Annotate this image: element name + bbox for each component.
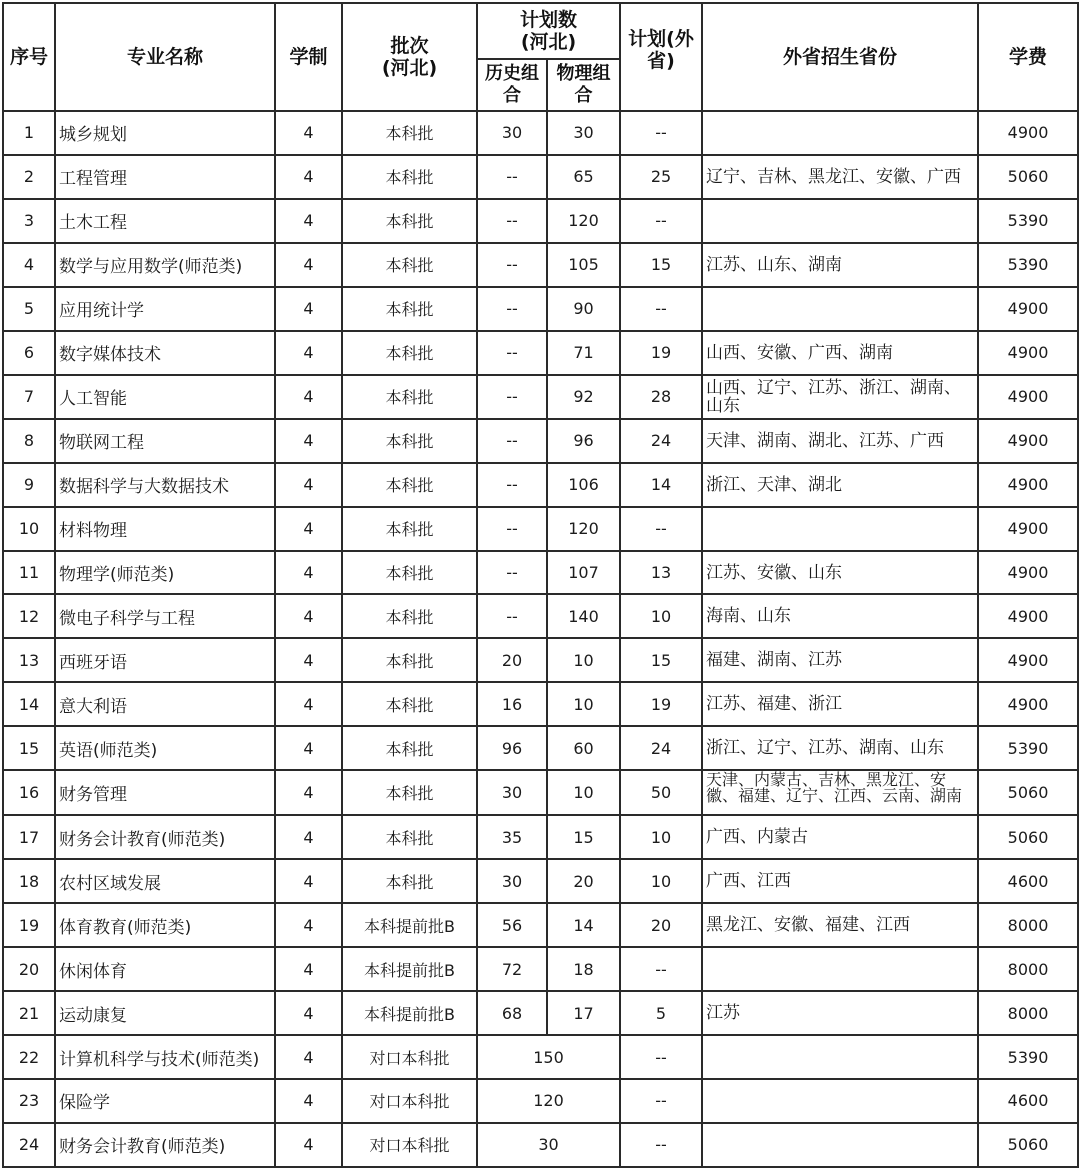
cell-plan-out: -- bbox=[620, 111, 702, 155]
cell-fee: 4900 bbox=[978, 419, 1078, 463]
cell-batch: 本科批 bbox=[342, 155, 477, 199]
table-row bbox=[3, 815, 1078, 859]
cell-batch: 本科批 bbox=[342, 859, 477, 903]
cell-plan-out: 19 bbox=[620, 331, 702, 375]
cell-fee: 4900 bbox=[978, 463, 1078, 507]
cell-plan-out: -- bbox=[620, 1035, 702, 1079]
cell-plan-out: 19 bbox=[620, 682, 702, 726]
cell-plan-out: 13 bbox=[620, 551, 702, 595]
cell-plan-out: 5 bbox=[620, 991, 702, 1035]
cell-physics: 120 bbox=[547, 199, 620, 243]
cell-major: 应用统计学 bbox=[55, 287, 275, 331]
cell-fee: 4600 bbox=[978, 859, 1078, 903]
cell-history: 35 bbox=[477, 815, 547, 859]
cell-provinces: 广西、江西 bbox=[702, 859, 978, 903]
cell-history: -- bbox=[477, 507, 547, 551]
cell-physics: 120 bbox=[547, 507, 620, 551]
cell-fee: 4900 bbox=[978, 375, 1078, 419]
cell-batch: 本科批 bbox=[342, 770, 477, 815]
table-row bbox=[3, 507, 1078, 551]
header-no: 序号 bbox=[3, 3, 55, 111]
cell-plan-out: -- bbox=[620, 287, 702, 331]
cell-years: 4 bbox=[275, 419, 342, 463]
cell-plan-out: 28 bbox=[620, 375, 702, 419]
table-row bbox=[3, 419, 1078, 463]
header-fee: 学费 bbox=[978, 3, 1078, 111]
table-row bbox=[3, 243, 1078, 287]
cell-major: 微电子科学与工程 bbox=[55, 594, 275, 638]
cell-provinces: 广西、内蒙古 bbox=[702, 815, 978, 859]
cell-no: 17 bbox=[3, 815, 55, 859]
cell-batch: 本科批 bbox=[342, 594, 477, 638]
cell-years: 4 bbox=[275, 594, 342, 638]
cell-no: 23 bbox=[3, 1079, 55, 1123]
cell-plan-hebei: 120 bbox=[477, 1079, 620, 1123]
cell-no: 22 bbox=[3, 1035, 55, 1079]
cell-provinces bbox=[702, 199, 978, 243]
cell-years: 4 bbox=[275, 638, 342, 682]
cell-provinces bbox=[702, 287, 978, 331]
cell-provinces: 江苏、山东、湖南 bbox=[702, 243, 978, 287]
cell-history: 30 bbox=[477, 859, 547, 903]
cell-years: 4 bbox=[275, 991, 342, 1035]
cell-batch: 本科批 bbox=[342, 243, 477, 287]
cell-fee: 4900 bbox=[978, 287, 1078, 331]
cell-years: 4 bbox=[275, 243, 342, 287]
table-row bbox=[3, 991, 1078, 1035]
cell-years: 4 bbox=[275, 947, 342, 991]
table-row bbox=[3, 903, 1078, 947]
cell-physics: 96 bbox=[547, 419, 620, 463]
cell-batch: 本科批 bbox=[342, 331, 477, 375]
header-provinces: 外省招生省份 bbox=[702, 3, 978, 111]
cell-history: 72 bbox=[477, 947, 547, 991]
header-history: 历史组 合 bbox=[477, 59, 547, 111]
cell-plan-out: 20 bbox=[620, 903, 702, 947]
cell-batch: 对口本科批 bbox=[342, 1079, 477, 1123]
cell-major: 工程管理 bbox=[55, 155, 275, 199]
cell-major: 数字媒体技术 bbox=[55, 331, 275, 375]
cell-years: 4 bbox=[275, 199, 342, 243]
cell-years: 4 bbox=[275, 815, 342, 859]
cell-fee: 8000 bbox=[978, 903, 1078, 947]
cell-plan-out: 15 bbox=[620, 243, 702, 287]
cell-plan-out: -- bbox=[620, 199, 702, 243]
cell-plan-out: -- bbox=[620, 507, 702, 551]
cell-history: -- bbox=[477, 199, 547, 243]
cell-no: 11 bbox=[3, 551, 55, 595]
cell-major: 土木工程 bbox=[55, 199, 275, 243]
cell-batch: 本科批 bbox=[342, 551, 477, 595]
cell-batch: 本科批 bbox=[342, 726, 477, 770]
cell-years: 4 bbox=[275, 726, 342, 770]
cell-provinces: 山西、辽宁、江苏、浙江、湖南、山东 bbox=[702, 375, 978, 419]
cell-no: 9 bbox=[3, 463, 55, 507]
table-row bbox=[3, 155, 1078, 199]
table-row bbox=[3, 551, 1078, 595]
cell-physics: 17 bbox=[547, 991, 620, 1035]
cell-fee: 4600 bbox=[978, 1079, 1078, 1123]
cell-physics: 90 bbox=[547, 287, 620, 331]
cell-major: 保险学 bbox=[55, 1079, 275, 1123]
cell-no: 14 bbox=[3, 682, 55, 726]
cell-provinces: 黑龙江、安徽、福建、江西 bbox=[702, 903, 978, 947]
cell-plan-out: 14 bbox=[620, 463, 702, 507]
cell-fee: 8000 bbox=[978, 947, 1078, 991]
cell-major: 数据科学与大数据技术 bbox=[55, 463, 275, 507]
cell-physics: 10 bbox=[547, 682, 620, 726]
table-row bbox=[3, 770, 1078, 815]
cell-provinces bbox=[702, 947, 978, 991]
cell-no: 19 bbox=[3, 903, 55, 947]
cell-physics: 15 bbox=[547, 815, 620, 859]
table-row bbox=[3, 1123, 1078, 1167]
cell-physics: 10 bbox=[547, 638, 620, 682]
cell-provinces bbox=[702, 111, 978, 155]
cell-history: -- bbox=[477, 551, 547, 595]
cell-years: 4 bbox=[275, 463, 342, 507]
cell-history: -- bbox=[477, 594, 547, 638]
table-row bbox=[3, 375, 1078, 419]
table-row bbox=[3, 1035, 1078, 1079]
cell-physics: 65 bbox=[547, 155, 620, 199]
cell-fee: 4900 bbox=[978, 638, 1078, 682]
cell-history: -- bbox=[477, 331, 547, 375]
cell-provinces: 福建、湖南、江苏 bbox=[702, 638, 978, 682]
header-batch: 批次 (河北) bbox=[342, 3, 477, 111]
cell-batch: 本科批 bbox=[342, 419, 477, 463]
cell-batch: 本科批 bbox=[342, 815, 477, 859]
header-major: 专业名称 bbox=[55, 3, 275, 111]
cell-major: 城乡规划 bbox=[55, 111, 275, 155]
table-body bbox=[3, 111, 1078, 1167]
table-row bbox=[3, 947, 1078, 991]
cell-provinces: 辽宁、吉林、黑龙江、安徽、广西 bbox=[702, 155, 978, 199]
table-row bbox=[3, 287, 1078, 331]
cell-no: 20 bbox=[3, 947, 55, 991]
cell-no: 13 bbox=[3, 638, 55, 682]
cell-years: 4 bbox=[275, 903, 342, 947]
cell-fee: 5060 bbox=[978, 155, 1078, 199]
cell-plan-out: 10 bbox=[620, 859, 702, 903]
cell-fee: 5390 bbox=[978, 1035, 1078, 1079]
cell-major: 休闲体育 bbox=[55, 947, 275, 991]
cell-batch: 本科批 bbox=[342, 638, 477, 682]
cell-major: 财务管理 bbox=[55, 770, 275, 815]
cell-plan-out: 24 bbox=[620, 419, 702, 463]
table-row bbox=[3, 199, 1078, 243]
cell-physics: 14 bbox=[547, 903, 620, 947]
cell-years: 4 bbox=[275, 1123, 342, 1167]
cell-years: 4 bbox=[275, 859, 342, 903]
cell-history: 96 bbox=[477, 726, 547, 770]
cell-years: 4 bbox=[275, 551, 342, 595]
table-row bbox=[3, 463, 1078, 507]
cell-batch: 本科批 bbox=[342, 682, 477, 726]
cell-years: 4 bbox=[275, 1035, 342, 1079]
cell-major: 物联网工程 bbox=[55, 419, 275, 463]
cell-fee: 4900 bbox=[978, 507, 1078, 551]
cell-fee: 4900 bbox=[978, 331, 1078, 375]
cell-plan-out: -- bbox=[620, 1079, 702, 1123]
cell-history: -- bbox=[477, 287, 547, 331]
cell-fee: 4900 bbox=[978, 111, 1078, 155]
cell-major: 意大利语 bbox=[55, 682, 275, 726]
enrollment-plan-table bbox=[2, 2, 1079, 1168]
cell-batch: 对口本科批 bbox=[342, 1123, 477, 1167]
cell-fee: 5390 bbox=[978, 243, 1078, 287]
cell-major: 西班牙语 bbox=[55, 638, 275, 682]
cell-no: 2 bbox=[3, 155, 55, 199]
table-row bbox=[3, 331, 1078, 375]
cell-fee: 5060 bbox=[978, 770, 1078, 815]
cell-physics: 107 bbox=[547, 551, 620, 595]
cell-plan-out: -- bbox=[620, 947, 702, 991]
cell-fee: 5060 bbox=[978, 1123, 1078, 1167]
cell-plan-out: 10 bbox=[620, 594, 702, 638]
cell-batch: 对口本科批 bbox=[342, 1035, 477, 1079]
header-physics: 物理组 合 bbox=[547, 59, 620, 111]
cell-batch: 本科批 bbox=[342, 375, 477, 419]
cell-history: 56 bbox=[477, 903, 547, 947]
cell-years: 4 bbox=[275, 375, 342, 419]
cell-physics: 105 bbox=[547, 243, 620, 287]
cell-batch: 本科批 bbox=[342, 463, 477, 507]
cell-fee: 5390 bbox=[978, 199, 1078, 243]
cell-major: 财务会计教育(师范类) bbox=[55, 815, 275, 859]
cell-major: 计算机科学与技术(师范类) bbox=[55, 1035, 275, 1079]
cell-physics: 106 bbox=[547, 463, 620, 507]
cell-major: 财务会计教育(师范类) bbox=[55, 1123, 275, 1167]
cell-history: -- bbox=[477, 375, 547, 419]
cell-plan-hebei: 150 bbox=[477, 1035, 620, 1079]
cell-provinces: 江苏、福建、浙江 bbox=[702, 682, 978, 726]
cell-years: 4 bbox=[275, 331, 342, 375]
table-row bbox=[3, 726, 1078, 770]
header-plan-hebei: 计划数 (河北) bbox=[477, 3, 620, 59]
cell-major: 农村区域发展 bbox=[55, 859, 275, 903]
cell-no: 8 bbox=[3, 419, 55, 463]
cell-batch: 本科批 bbox=[342, 111, 477, 155]
cell-plan-out: 24 bbox=[620, 726, 702, 770]
cell-provinces: 浙江、天津、湖北 bbox=[702, 463, 978, 507]
cell-provinces: 天津、湖南、湖北、江苏、广西 bbox=[702, 419, 978, 463]
cell-years: 4 bbox=[275, 507, 342, 551]
cell-physics: 60 bbox=[547, 726, 620, 770]
cell-batch: 本科批 bbox=[342, 199, 477, 243]
cell-no: 7 bbox=[3, 375, 55, 419]
cell-no: 1 bbox=[3, 111, 55, 155]
cell-physics: 10 bbox=[547, 770, 620, 815]
cell-physics: 30 bbox=[547, 111, 620, 155]
cell-no: 15 bbox=[3, 726, 55, 770]
cell-major: 英语(师范类) bbox=[55, 726, 275, 770]
cell-physics: 140 bbox=[547, 594, 620, 638]
cell-provinces: 天津、内蒙古、吉林、黑龙江、安徽、福建、辽宁、江西、云南、湖南 bbox=[702, 770, 978, 815]
cell-fee: 5060 bbox=[978, 815, 1078, 859]
cell-history: -- bbox=[477, 419, 547, 463]
cell-fee: 4900 bbox=[978, 682, 1078, 726]
cell-batch: 本科提前批B bbox=[342, 991, 477, 1035]
cell-plan-out: 50 bbox=[620, 770, 702, 815]
cell-physics: 71 bbox=[547, 331, 620, 375]
cell-provinces: 江苏 bbox=[702, 991, 978, 1035]
cell-years: 4 bbox=[275, 155, 342, 199]
cell-no: 21 bbox=[3, 991, 55, 1035]
cell-major: 体育教育(师范类) bbox=[55, 903, 275, 947]
cell-physics: 18 bbox=[547, 947, 620, 991]
cell-batch: 本科提前批B bbox=[342, 947, 477, 991]
cell-batch: 本科批 bbox=[342, 287, 477, 331]
cell-major: 运动康复 bbox=[55, 991, 275, 1035]
cell-provinces: 浙江、辽宁、江苏、湖南、山东 bbox=[702, 726, 978, 770]
cell-major: 物理学(师范类) bbox=[55, 551, 275, 595]
cell-years: 4 bbox=[275, 770, 342, 815]
header-years: 学制 bbox=[275, 3, 342, 111]
table-row bbox=[3, 111, 1078, 155]
cell-fee: 4900 bbox=[978, 594, 1078, 638]
cell-provinces bbox=[702, 1035, 978, 1079]
cell-years: 4 bbox=[275, 682, 342, 726]
cell-no: 5 bbox=[3, 287, 55, 331]
table-row bbox=[3, 638, 1078, 682]
cell-batch: 本科提前批B bbox=[342, 903, 477, 947]
cell-physics: 20 bbox=[547, 859, 620, 903]
cell-batch: 本科批 bbox=[342, 507, 477, 551]
cell-no: 16 bbox=[3, 770, 55, 815]
cell-history: 20 bbox=[477, 638, 547, 682]
cell-fee: 5390 bbox=[978, 726, 1078, 770]
cell-no: 6 bbox=[3, 331, 55, 375]
cell-plan-out: 10 bbox=[620, 815, 702, 859]
cell-provinces bbox=[702, 507, 978, 551]
cell-provinces bbox=[702, 1079, 978, 1123]
cell-no: 24 bbox=[3, 1123, 55, 1167]
cell-history: 16 bbox=[477, 682, 547, 726]
cell-history: -- bbox=[477, 243, 547, 287]
cell-history: -- bbox=[477, 155, 547, 199]
cell-no: 12 bbox=[3, 594, 55, 638]
cell-provinces: 江苏、安徽、山东 bbox=[702, 551, 978, 595]
cell-no: 3 bbox=[3, 199, 55, 243]
table-row bbox=[3, 859, 1078, 903]
cell-no: 18 bbox=[3, 859, 55, 903]
table-row bbox=[3, 1079, 1078, 1123]
cell-plan-out: -- bbox=[620, 1123, 702, 1167]
table-row bbox=[3, 594, 1078, 638]
cell-history: 30 bbox=[477, 111, 547, 155]
cell-major: 数学与应用数学(师范类) bbox=[55, 243, 275, 287]
cell-history: 68 bbox=[477, 991, 547, 1035]
header-plan-out: 计划(外 省) bbox=[620, 3, 702, 111]
cell-provinces: 山西、安徽、广西、湖南 bbox=[702, 331, 978, 375]
cell-no: 4 bbox=[3, 243, 55, 287]
cell-years: 4 bbox=[275, 287, 342, 331]
table-row bbox=[3, 682, 1078, 726]
cell-major: 人工智能 bbox=[55, 375, 275, 419]
cell-history: 30 bbox=[477, 770, 547, 815]
cell-fee: 8000 bbox=[978, 991, 1078, 1035]
cell-years: 4 bbox=[275, 1079, 342, 1123]
cell-physics: 92 bbox=[547, 375, 620, 419]
cell-plan-hebei: 30 bbox=[477, 1123, 620, 1167]
cell-no: 10 bbox=[3, 507, 55, 551]
cell-provinces: 海南、山东 bbox=[702, 594, 978, 638]
cell-provinces bbox=[702, 1123, 978, 1167]
cell-plan-out: 25 bbox=[620, 155, 702, 199]
cell-years: 4 bbox=[275, 111, 342, 155]
cell-plan-out: 15 bbox=[620, 638, 702, 682]
cell-history: -- bbox=[477, 463, 547, 507]
cell-fee: 4900 bbox=[978, 551, 1078, 595]
cell-major: 材料物理 bbox=[55, 507, 275, 551]
